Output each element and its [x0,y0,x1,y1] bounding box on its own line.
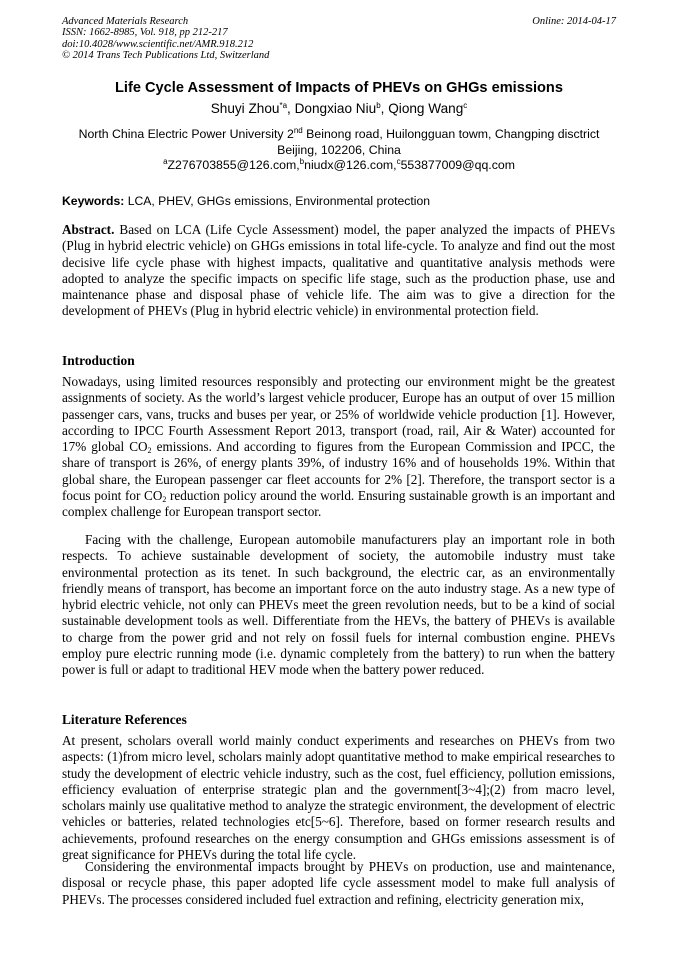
email-address: Z276703855@126.com, [167,158,300,172]
subscript: 2 [162,495,167,505]
issn-line: ISSN: 1662-8985, Vol. 918, pp 212-217 [62,27,228,39]
literature-paragraph-2: Considering the environmental impacts brought by PHEVs on production, use and maintenance, disposal or recycle phase, this paper adopted life cycle assessment model to make full analysis of PHEVs. The processes considered included fuel extraction and refining, electricity generation mix, [62,859,615,907]
paragraph-text: emissions. And according to figures from the European Commission and IPCC, the share of transport is 26%, of energy plants 39%, of industry 16% and of households 19%. Within that global share, the European passenger car fleet accounts for 2% [2]. Therefore, the transport sector is a focus point for CO [62,439,615,504]
author-separator: , [287,101,295,116]
paper-title: Life Cycle Assessment of Impacts of PHEVs on GHGs emissions [115,80,563,96]
intro-paragraph-1 [62,374,615,521]
affiliation [58,127,620,174]
email-address: niudx@126.com, [304,158,397,172]
author-list [40,101,638,116]
author-affil-mark: *a [279,101,288,110]
keywords-label: Keywords: [62,194,125,208]
journal-header [62,16,616,62]
paragraph-text: Nowadays, using limited resources responsibly and protecting our environment might be the greatest assignments of society. As the world’s largest vehicle producer, Europe has an output of over 15 million passenger cars, vans, trucks and buses per year, or 25% of worldwide vehicle production [1]. However, according to IPCC Fourth Assessment Report 2013, transport (road, rail, Air & Water) accounted for 17% global CO [62,374,615,455]
abstract-text: Based on LCA (Life Cycle Assessment) model, the paper analyzed the impacts of PHEVs (Plug in hybrid electric vehicle) on GHGs emissions in total life-cycle. To analyze and find out the most decisive life cycle phase with highest impacts, qualitative and quantitative analysis methods were adopted to analyze the specific impacts on specific life stage, such as the production phase, use and maintenance phase and disposal phase of vehicle life. The aim was to give a direction for the development of PHEVs (Plug in hybrid electric vehicle) in environmental protection field. [62,222,615,319]
section-heading-literature: Literature References [62,712,187,727]
subscript: 2 [147,446,152,456]
copyright-line: © 2014 Trans Tech Publications Ltd, Switzerland [62,50,270,62]
email-mark: a [163,157,168,166]
keywords [62,194,622,208]
author-separator: , [380,101,389,116]
literature-paragraph-1: At present, scholars overall world mainly conduct experiments and researches on PHEVs from two aspects: (1)from micro level, scholars mainly adopt quantitative method to make empirical researches to study the development of electric vehicle industry, such as the cost, fuel efficiency, pollution emissions, efficiency evaluation of enterprise strategic plan and the government[3~4];(2) from macro level, scholars mainly use qualitative method to analyze the strategic environment, the development of electric vehicles or batteries, related technologies etc[5~6]. Therefore, based on former research results and achievements, profound researches on the energy consumption and GHGs emissions assessment is of great significance for PHEVs during the total life cycle. [62,733,615,863]
author-name: Dongxiao Niu [294,101,377,116]
author-name: Qiong Wang [388,101,464,116]
affiliation-text: Beinong road, Huilongguan towm, Changping disctrict [302,127,600,141]
abstract-label: Abstract. [62,222,115,237]
abstract [62,222,615,320]
email-mark: b [299,157,305,166]
section-heading-introduction: Introduction [62,353,135,368]
keywords-text: LCA, PHEV, GHGs emissions, Environmental protection [124,194,431,208]
doi-line: doi:10.4028/www.scientific.net/AMR.918.212 [62,38,254,50]
affiliation-line [58,127,620,143]
affiliation-city: Beijing, 102206, China [277,142,401,157]
affiliation-text: North China Electric Power University 2 [78,127,294,141]
online-date: Online: 2014-04-17 [532,16,616,27]
intro-paragraph-2: Facing with the challenge, European automobile manufacturers play an important role in both respects. To achieve sustainable development of society, the automobile industry must take environmental protection as its tenet. In such background, the electric car, as an environmentally friendly means of transport, has become an important force on the auto industry stage. As a new type of hybrid electric vehicle, not only can PHEVs meet the green revolution needs, but to be a kind of social sustainable development tools as well. Differentiate from the HEVs, the battery of PHEVs is available to charge from the power grid and not rely on fossil fuels for internal combustion engine. PHEVs employ pure electric running mode (i.e. dynamic completely from the battery) to run when the battery power is full or adapt to traditional HEV mode when the battery power reduced. [62,532,615,678]
journal-name: Advanced Materials Research [62,16,189,27]
author-affil-mark: b [376,101,381,110]
email-mark: c [396,157,401,166]
author-affil-mark: c [463,101,468,110]
paragraph-text: reduction policy around the world. Ensuring sustainable growth is an important and complex challenge for European transport sector. [62,488,615,520]
email-line [58,158,620,174]
author-name: Shuyi Zhou [210,101,280,116]
email-address: 553877009@qq.com [400,158,515,172]
ordinal-suffix: nd [293,126,303,135]
